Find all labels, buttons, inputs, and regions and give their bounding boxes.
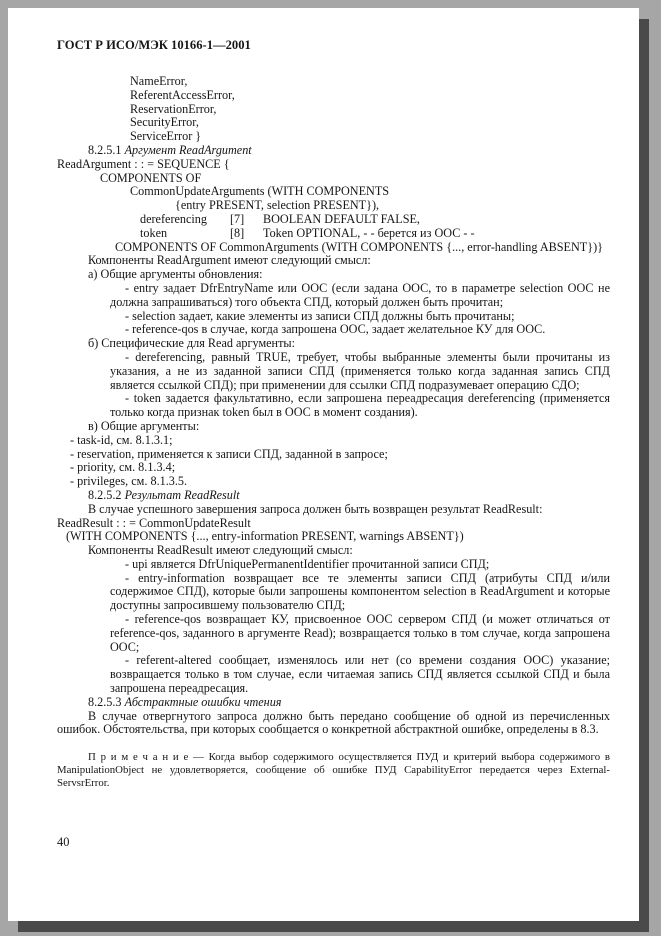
list-item: - token задается факультативно, если запрошена переадресация dereferencing (применяется только когда признак token был в ООС в момент создания). — [110, 391, 610, 420]
list-item: - dereferencing, равный TRUE, требует, чтобы выбранные элементы были прочитаны из указания, а не из заданной записи СПД (применяется только когда заданная запись СПД является ссылкой СПД); при применении для ссылки СПД подразумевает операцию СДО; — [110, 349, 610, 392]
note-paragraph: П р и м е ч а н и е — Когда выбор содержимого осуществляется ПУД и критерий выбора содержимого в ManipulationObject не удовлетворяется, сообщение об ошибке ПУД CapabilityError передается через External-ServsrError. — [57, 751, 610, 790]
list-item: - reference-qos в случае, когда запрошена ООС, задает желательное КУ для ООС. — [125, 322, 546, 337]
code-line: ServiceError } — [130, 129, 202, 144]
section-number: 8.2.5.2 — [88, 487, 125, 502]
document-page — [8, 8, 639, 921]
paragraph: В случае отвергнутого запроса должно быть передано сообщение об одной из перечисленных ошибок. Обстоятельства, при которых сообщается о конкретной абстрактной ошибке, определены в 8.3. — [57, 708, 610, 737]
document-body — [57, 75, 610, 790]
section-number: 8.2.5.3 — [88, 694, 125, 709]
code-line: ReadArgument : : = SEQUENCE { — [57, 156, 230, 171]
code-column: [7] — [230, 211, 245, 226]
code-column: [8] — [230, 225, 245, 240]
list-item: - entry-information возвращает все те элементы записи СПД (атрибуты СПД и/или содержимое СПД), которые были запрошены компонентом selection в ReadArgument и которые доступны запросившему пользователю СПД; — [110, 570, 610, 613]
code-column: dereferencing — [140, 211, 207, 226]
paragraph: Компоненты ReadArgument имеют следующий смысл: — [88, 253, 371, 268]
section-title: Абстрактные ошибки чтения — [124, 694, 282, 709]
list-item: - reference-qos возвращает КУ, присвоенное ООС сервером СПД (и может отличаться от reference-qos, заданного в аргументе Read); возвращается только в том случае, когда запрошена ООС; — [110, 612, 610, 654]
list-item: - upi является DfrUniquePermanentIdentifier прочитанной записи СПД; — [125, 556, 490, 571]
paragraph: В случае успешного завершения запроса должен быть возвращен результат ReadResult: — [88, 501, 543, 516]
list-item: - referent-altered сообщает, изменялось или нет (со времени создания ООС) указание; возвращается только в том случае, если читаемая запись СПД является ссылкой СПД и была запрошена переадресация. — [110, 653, 610, 696]
code-column: Token OPTIONAL, - - берется из ООС - - — [263, 225, 475, 240]
section-title: Результат ReadResult — [124, 487, 240, 502]
code-line: COMPONENTS OF CommonArguments (WITH COMPONENTS {..., error-handling ABSENT})} — [115, 239, 603, 254]
list-item: - selection задает, какие элементы из записи СПД должны быть прочитаны; — [125, 308, 515, 323]
section-heading — [57, 144, 610, 158]
code-column: token — [140, 225, 168, 240]
code-column: BOOLEAN DEFAULT FALSE, — [263, 211, 420, 226]
list-item: - reservation, применяется к записи СПД, заданной в запросе; — [70, 446, 388, 461]
code-line: {entry PRESENT, selection PRESENT}), — [175, 198, 380, 213]
section-heading — [57, 489, 610, 503]
paragraph: а) Общие аргументы обновления: — [88, 267, 263, 282]
code-line: ReferentAccessError, — [130, 87, 235, 102]
code-line: (WITH COMPONENTS {..., entry-information PRESENT, warnings ABSENT}) — [66, 529, 464, 544]
document-header-title: ГОСТ Р ИСО/МЭК 10166-1—2001 — [57, 38, 251, 52]
code-line: ReadResult : : = CommonUpdateResult — [57, 515, 251, 530]
list-item: - privileges, см. 8.1.3.5. — [70, 474, 188, 489]
page-number: 40 — [57, 835, 70, 849]
section-number: 8.2.5.1 — [88, 142, 125, 157]
code-line — [57, 227, 610, 241]
paragraph: б) Специфические для Read аргументы: — [88, 336, 295, 351]
code-line: CommonUpdateArguments (WITH COMPONENTS — [130, 184, 390, 199]
list-item: - task-id, см. 8.1.3.1; — [70, 432, 173, 447]
code-line: SecurityError, — [130, 115, 199, 130]
list-item: - entry задает DfrEntryName или ООС (если задана ООС, то в параметре selection ООС не должна запрашиваться) того объекта СПД, который должен быть прочитан; — [110, 280, 610, 309]
code-line — [57, 213, 610, 227]
code-line: NameError, — [130, 74, 188, 88]
paragraph: в) Общие аргументы: — [88, 418, 200, 433]
code-line: ReservationError, — [130, 101, 217, 116]
section-title: Аргумент ReadArgument — [124, 142, 252, 157]
list-item: - priority, см. 8.1.3.4; — [70, 460, 176, 475]
paragraph: Компоненты ReadResult имеют следующий смысл: — [88, 543, 353, 558]
code-line: COMPONENTS OF — [100, 170, 202, 185]
section-heading — [57, 696, 610, 710]
page-content-area — [8, 8, 639, 790]
